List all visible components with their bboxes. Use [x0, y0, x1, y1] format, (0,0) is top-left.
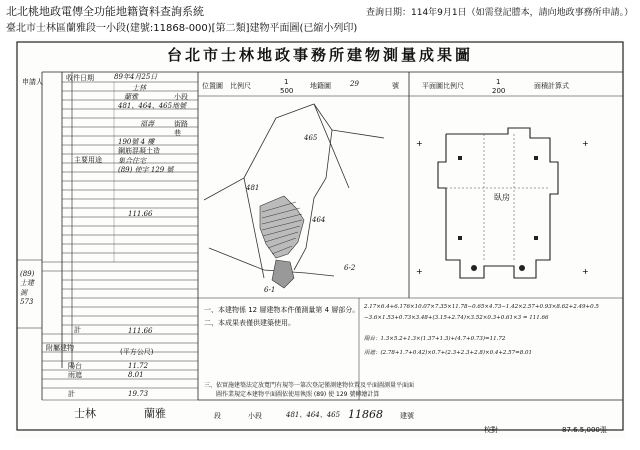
side-survey-note: (89) 士建測 573 — [20, 270, 35, 306]
location-scale-label: 比例尺 — [230, 82, 251, 90]
lot-value: 481、464、465地號 — [118, 102, 187, 110]
plan-area-label: 面積計算式 — [534, 82, 569, 90]
svg-text:+: + — [582, 267, 589, 276]
section-value: 蘭雅 — [124, 93, 138, 101]
eaves-label: 雨遮 — [68, 371, 82, 379]
permit-value: (89) 使字 129 號 — [118, 166, 174, 174]
door-value: 190號 4 樓 — [118, 138, 155, 146]
road-value: 福壽 — [140, 120, 154, 128]
system-title: 北北桃地政電傳全功能地籍資料查詢系統 — [6, 5, 204, 18]
footer-reviewer-label: 校對 — [484, 426, 498, 434]
area-calc-2: −3.6×1.53+0.73×3.48+(3.15+2.74)×3.52×0.3+0.61×3 = 111.66 — [364, 315, 549, 321]
area-calc-3: 陽台：1.3×5.2+1.3×(1.37+1.3)+(4.7+0.73)=11.72 — [364, 336, 506, 342]
district-value: 士林 — [132, 84, 146, 92]
cadastral-suffix: 號 — [392, 82, 399, 90]
document-caption: 臺北市士林區蘭雅段一小段(建號:11868-000)[第二類]建物平面圖(已縮小列印) — [6, 23, 358, 34]
footer-building-label: 建號 — [400, 412, 414, 420]
cadastral-label: 地籍圖 — [310, 82, 331, 90]
bedroom-label: 臥房 — [494, 193, 510, 202]
area-calc-4: 雨遮：(2.78+1.7+0.42)×0.7+(2.3+2.3+2.8)×0.4+2.57=8.01 — [364, 350, 533, 356]
plan-scale-den: 200 — [492, 87, 506, 95]
plan-scale-num: 1 — [496, 78, 501, 86]
location-map-label: 位置圖 — [202, 82, 223, 90]
structure-value: 鋼筋混凝土造 — [118, 147, 160, 155]
svg-text:+: + — [416, 139, 423, 148]
balcony-label: 陽台 — [68, 362, 82, 370]
area-unit: (平方公尺) — [120, 348, 154, 356]
document-title: 台北市士林地政事務所建物測量成果圖 — [166, 46, 473, 64]
floor-4-area: 111.66 — [128, 210, 153, 218]
accessory-title: 附屬建物 — [46, 344, 74, 352]
lot-481-marker: 481 — [246, 184, 260, 192]
location-scale-den: 500 — [280, 87, 294, 95]
footer-section-suffix: 段 — [214, 412, 221, 420]
eaves-area: 8.01 — [128, 371, 144, 379]
note-2: 二、本成果表僅供建築使用。 — [204, 319, 295, 327]
svg-text:+: + — [582, 139, 589, 148]
plan-scale-label: 平面圖比例尺 — [422, 82, 464, 90]
location-scale-num: 1 — [284, 78, 289, 86]
query-date-note: 查詢日期：114年9月1日（如需登記謄本，請向地政事務所申請。） — [366, 8, 634, 18]
balcony-area: 11.72 — [128, 362, 149, 370]
cadastral-code: 29 — [350, 80, 359, 88]
date-value: 89年4月25日 — [114, 73, 158, 81]
svg-text:+: + — [416, 267, 423, 276]
lot-464-marker: 464 — [312, 216, 326, 224]
main-use-label: 主要用途 — [74, 156, 102, 164]
document-linework — [14, 38, 626, 438]
lot-465-marker: 465 — [304, 134, 318, 142]
main-total-value: 111.66 — [128, 327, 153, 335]
building-survey-document — [14, 38, 626, 438]
footer-district: 士林 — [74, 407, 96, 420]
road-suffix: 街路 — [174, 120, 188, 128]
date-label: 收件日期 — [66, 74, 94, 82]
use-value: 集合住宅 — [118, 157, 146, 165]
note-3: 三、依實施建築法定放寬門有規等一第次登記僅測建物位置及平面圖測量平面面 — [204, 382, 415, 389]
accessory-total-value: 19.73 — [128, 390, 149, 398]
subsection-label: 小段 — [174, 93, 188, 101]
lot-6-1-marker: 6-1 — [264, 286, 276, 294]
applicant-label: 申請人 — [22, 78, 43, 86]
footer-building-number: 11868 — [348, 408, 383, 421]
accessory-total-label: 計 — [68, 390, 75, 398]
footer-lots: 481、464、465 — [286, 411, 341, 419]
footer-section: 蘭雅 — [144, 407, 166, 420]
lot-6-2-marker: 6-2 — [344, 264, 356, 272]
lane-label: 巷 — [174, 129, 181, 137]
footer-subsection: 小段 — [248, 412, 262, 420]
area-calc-1: 2.17×6.4+6.176×10.07×7.35×11.78−0.65×4.73−1.42×2.57+0.93×8.62+2.49+0.5 — [364, 304, 599, 310]
note-4: 圖作業規定本建物平面圖依使用執照 (89) 使 129 號轉繪計算 — [204, 391, 380, 398]
main-total-label: 計 — [74, 326, 81, 334]
note-1: 一、本建物係 12 層建物本件僅測量第 4 層部分。 — [204, 306, 360, 314]
footer-print-count: 87.6.5,000張 — [562, 426, 607, 434]
